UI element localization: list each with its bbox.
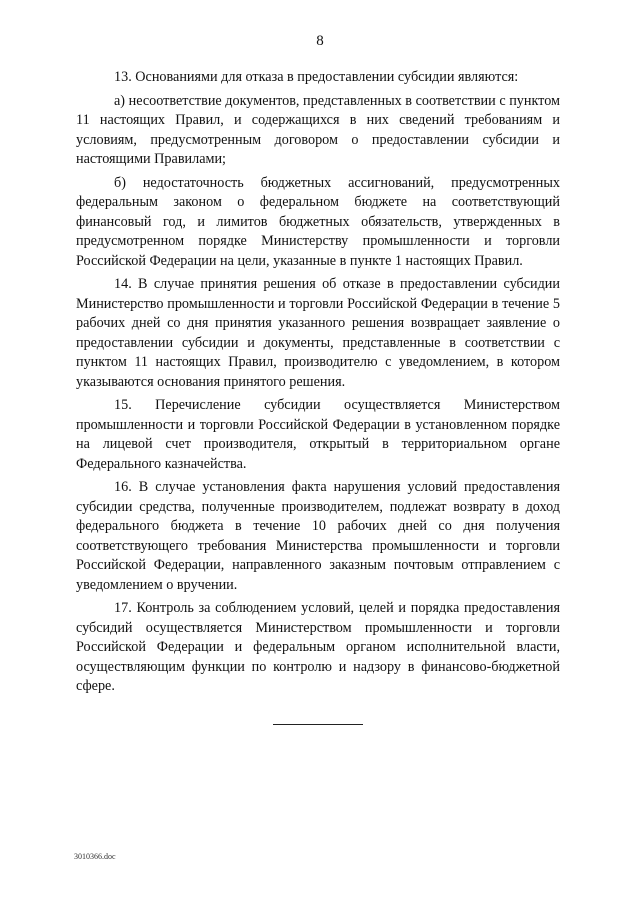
paragraph-16: 16. В случае установления факта нарушения условий предоставления субсидии средства, полученные производителем, подлежат возврату в доход федерального бюджета в течение 10 рабочих дней со дня получения соответствующего требования Министерства промышленности и торговли Российской Федерации, направленного заказным почтовым отправлением с уведомлением о вручении. [76, 479, 560, 593]
paragraph-13: 13. Основаниями для отказа в предоставлении субсидии являются: [114, 69, 519, 85]
end-separator-line [273, 724, 363, 725]
paragraph-17: 17. Контроль за соблюдением условий, целей и порядка предоставления субсидий осуществляется Министерством промышленности и торговли Российской Федерации и федеральным органом исполнительной власти, осуществляющим функции по контролю и надзору в финансово-бюджетной сфере. [76, 600, 560, 694]
paragraph-13-item-a: а) несоответствие документов, представленных в соответствии с пунктом 11 настоящих Правил, и содержащихся в них сведений требованиям и условиям, предусмотренным договором о предоставлении субсидии и настоящими Правилами; [76, 92, 560, 167]
paragraph-13-item-b: б) недостаточность бюджетных ассигнований, предусмотренных федеральным законом о федеральном бюджете на соответствующий финансовый год, и лимитов бюджетных обязательств, утвержденных в предусмотренном порядке Министерству промышленности и торговли Российской Федерации на цели, указанные в пункте 1 настоящих Правил. [76, 174, 560, 269]
paragraph-14: 14. В случае принятия решения об отказе в предоставлении субсидии Министерство промышленности и торговли Российской Федерации в течение 5 рабочих дней со дня принятия указанного решения возвращает заявление о предоставлении субсидии и документы, представленные в соответствии с пунктом 11 настоящих Правил, производителю с уведомлением, в котором указываются основания принятого решения. [76, 276, 560, 390]
paragraph-15: 15. Перечисление субсидии осуществляется Министерством промышленности и торговли Российской Федерации в установленном порядке на лицевой счет производителя, открытый в территориальном органе Федерального казначейства. [76, 397, 560, 472]
document-body [76, 68, 560, 701]
footer-file-code: 3010366.doc [74, 852, 116, 861]
page-number: 8 [316, 33, 324, 49]
